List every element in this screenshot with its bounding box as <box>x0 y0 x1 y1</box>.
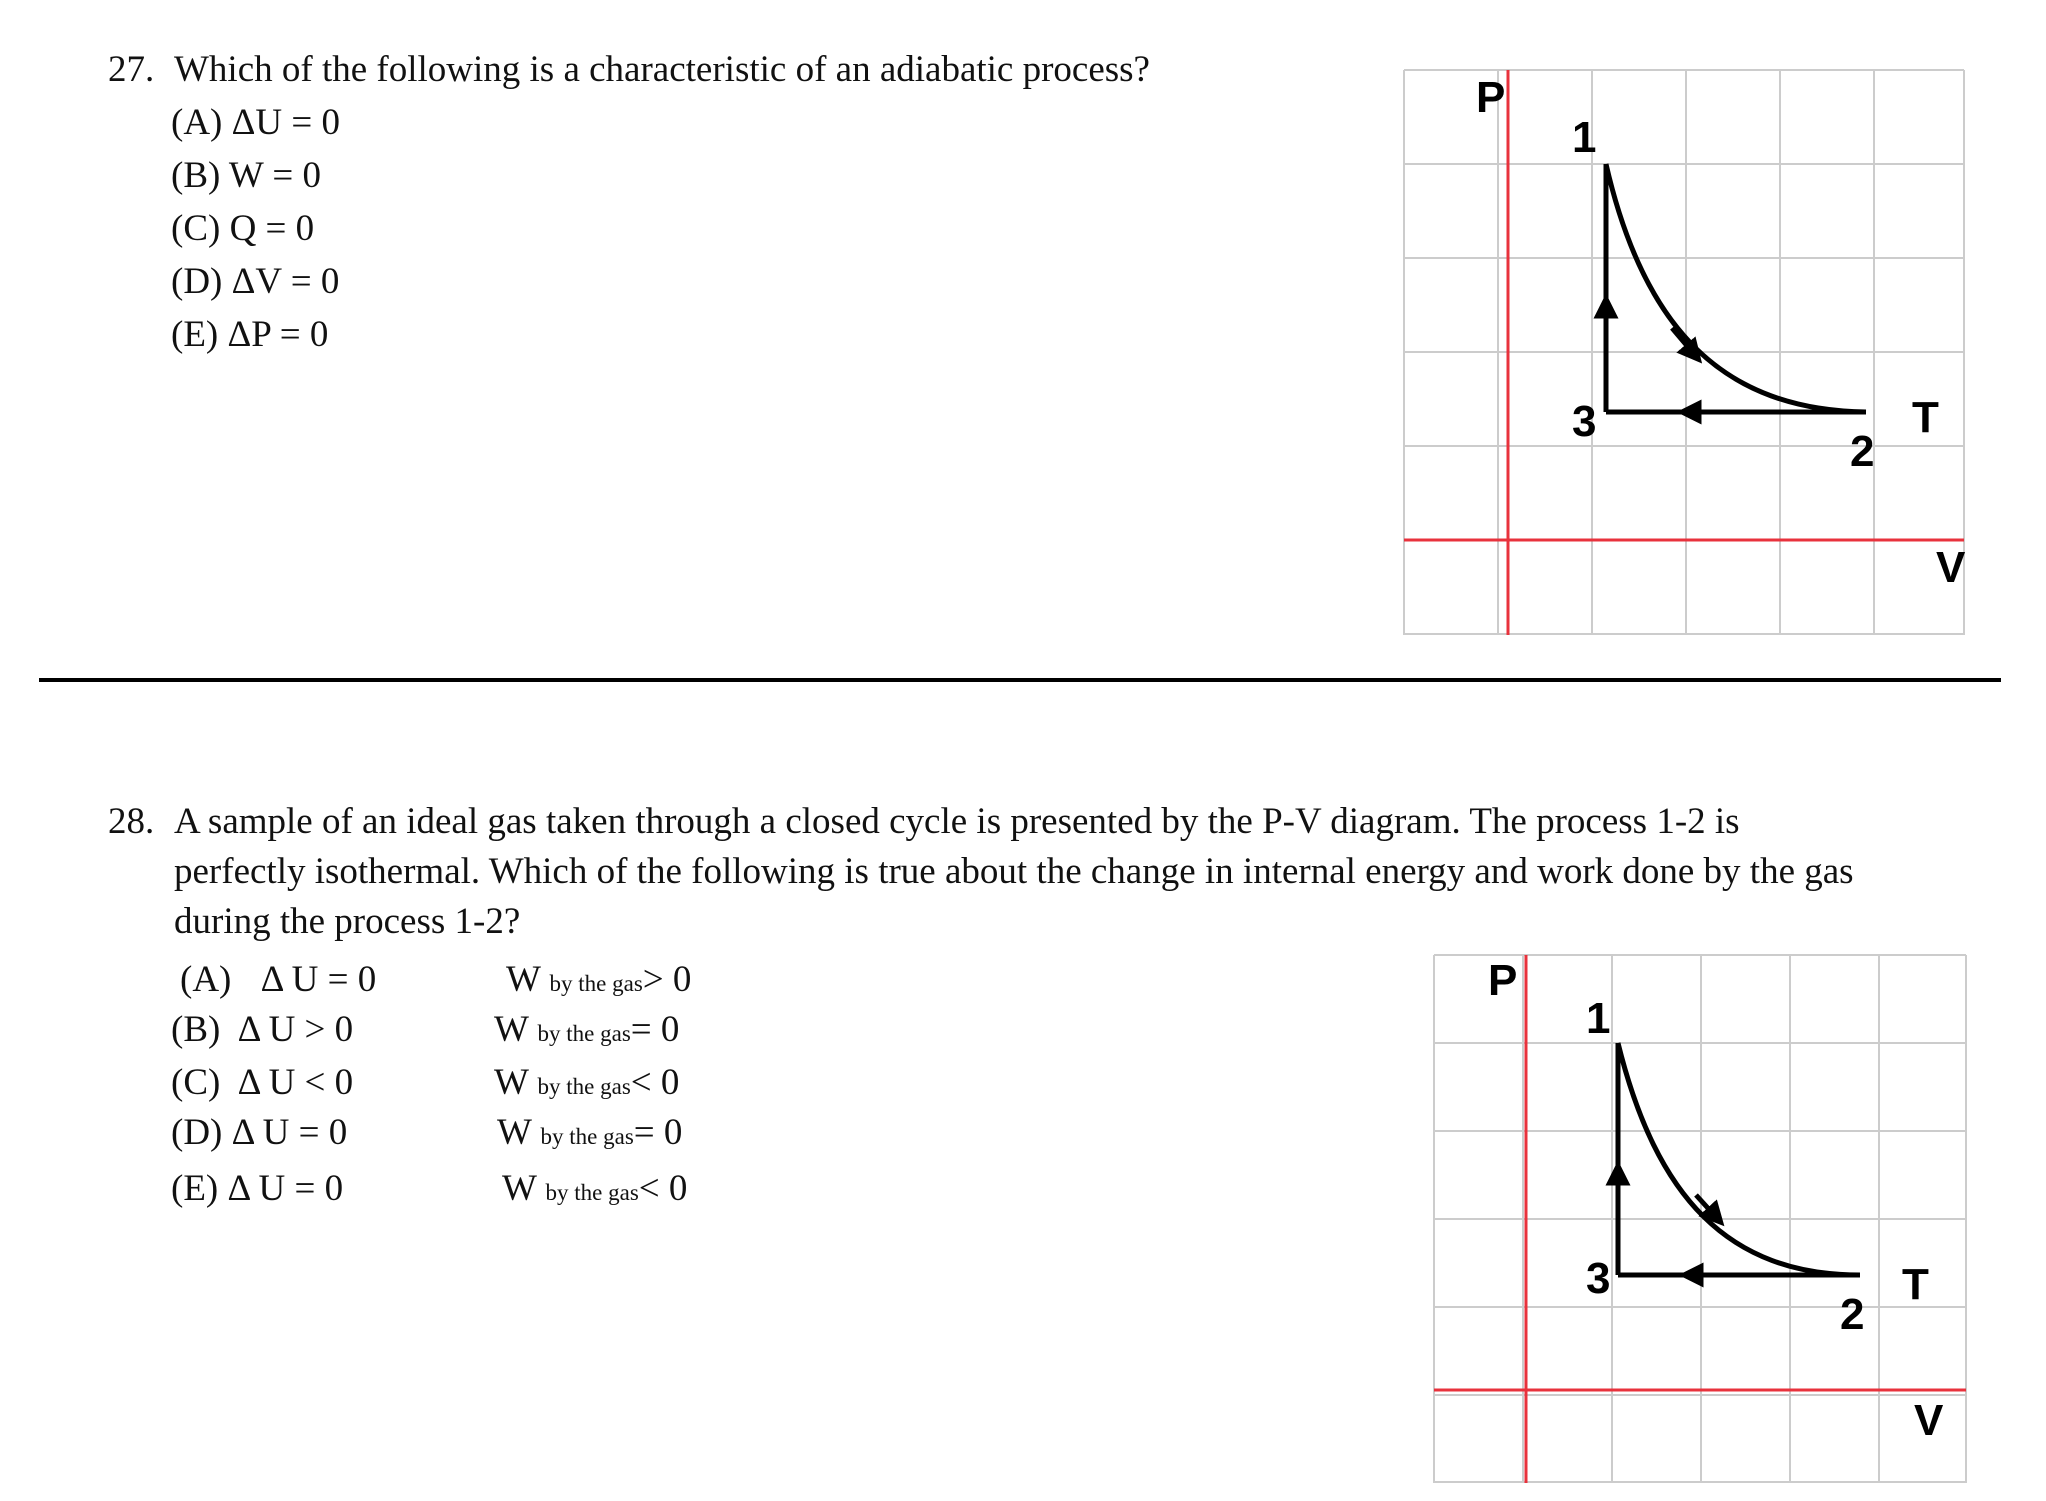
q28-option-a[interactable] <box>180 955 376 1005</box>
q28-option-b-work <box>494 1005 679 1059</box>
q28-option-label: (C) <box>171 1062 221 1103</box>
q27-option-e[interactable] <box>171 310 328 360</box>
pv-diagram-q28 <box>1434 955 1966 1483</box>
q27-option-text: ΔP = 0 <box>227 314 329 355</box>
q27-option-text: ΔV = 0 <box>231 261 340 302</box>
work-symbol: W <box>502 1168 537 1209</box>
q28-option-c[interactable] <box>171 1058 353 1108</box>
q28-option-d[interactable] <box>171 1108 347 1158</box>
point-2-label: 2 <box>1850 427 1875 476</box>
q27-option-a[interactable] <box>171 98 340 148</box>
q28-option-d-work <box>497 1108 682 1162</box>
work-symbol: W <box>506 959 541 1000</box>
q28-option-label: (E) <box>171 1168 219 1209</box>
q28-option-du: Δ U > 0 <box>237 1009 354 1050</box>
q27-option-label: (C) <box>171 208 221 249</box>
work-relation: = 0 <box>630 1009 680 1050</box>
q27-option-text: ΔU = 0 <box>231 102 341 143</box>
work-symbol: W <box>494 1062 529 1103</box>
q28-option-e[interactable] <box>171 1164 343 1214</box>
work-relation: < 0 <box>638 1168 688 1209</box>
point-1-label: 1 <box>1572 113 1597 162</box>
q28-question-line-1: A sample of an ideal gas taken through a closed cycle is presented by the P-V diagram. The process 1-2 is <box>174 801 1740 842</box>
work-subscript: by the gas <box>545 1180 639 1205</box>
grid <box>1434 955 1966 1483</box>
q27-option-d[interactable] <box>171 257 339 307</box>
q27-question: Which of the following is a characteristic of an adiabatic process? <box>174 49 1150 90</box>
work-symbol: W <box>497 1112 532 1153</box>
section-divider <box>39 678 2001 682</box>
work-symbol: W <box>494 1009 529 1050</box>
q28-option-label: (D) <box>171 1112 223 1153</box>
q28-option-label: (B) <box>171 1009 221 1050</box>
work-subscript: by the gas <box>537 1021 631 1046</box>
q28-question-line-2: perfectly isothermal. Which of the following is true about the change in internal energy and work done by the gas <box>174 851 1854 892</box>
p-axis-label: P <box>1488 956 1518 1005</box>
isotherm-curve-1-2 <box>1606 164 1866 412</box>
q28-option-a-work <box>506 955 691 1009</box>
point-3-label: 3 <box>1572 397 1597 446</box>
work-relation: > 0 <box>642 959 692 1000</box>
point-2-label: 2 <box>1840 1290 1865 1339</box>
q28-question-line-3: during the process 1-2? <box>174 901 521 942</box>
q27-option-c[interactable] <box>171 204 314 254</box>
isotherm-curve-1-2 <box>1618 1043 1860 1275</box>
grid <box>1404 70 1964 635</box>
q27-option-b[interactable] <box>171 151 321 201</box>
isotherm-label: T <box>1912 393 1939 442</box>
q27-option-label: (A) <box>171 102 223 143</box>
pv-diagram-q27 <box>1404 70 1964 635</box>
point-1-label: 1 <box>1586 994 1611 1043</box>
q28-option-e-work <box>502 1164 687 1218</box>
q27-option-text: Q = 0 <box>229 208 315 249</box>
q27-option-text: W = 0 <box>228 155 322 196</box>
q28-option-du: Δ U = 0 <box>231 1112 348 1153</box>
q28-option-b[interactable] <box>171 1005 353 1055</box>
work-relation: = 0 <box>633 1112 683 1153</box>
q28-option-du: Δ U = 0 <box>260 959 377 1000</box>
q27-option-label: (E) <box>171 314 219 355</box>
q28-option-du: Δ U = 0 <box>227 1168 344 1209</box>
q28-option-du: Δ U < 0 <box>237 1062 354 1103</box>
q28-option-c-work <box>494 1058 679 1112</box>
q27-number: 27. <box>108 49 155 90</box>
v-axis-label: V <box>1936 543 1966 592</box>
point-3-label: 3 <box>1586 1254 1611 1303</box>
q27-option-label: (B) <box>171 155 221 196</box>
q28-option-label: (A) <box>180 959 232 1000</box>
work-subscript: by the gas <box>537 1074 631 1099</box>
q27-option-label: (D) <box>171 261 223 302</box>
work-subscript: by the gas <box>540 1124 634 1149</box>
v-axis-label: V <box>1914 1396 1944 1445</box>
work-subscript: by the gas <box>549 971 643 996</box>
q28-number: 28. <box>108 801 155 842</box>
p-axis-label: P <box>1476 73 1506 122</box>
work-relation: < 0 <box>630 1062 680 1103</box>
isotherm-label: T <box>1902 1260 1929 1309</box>
